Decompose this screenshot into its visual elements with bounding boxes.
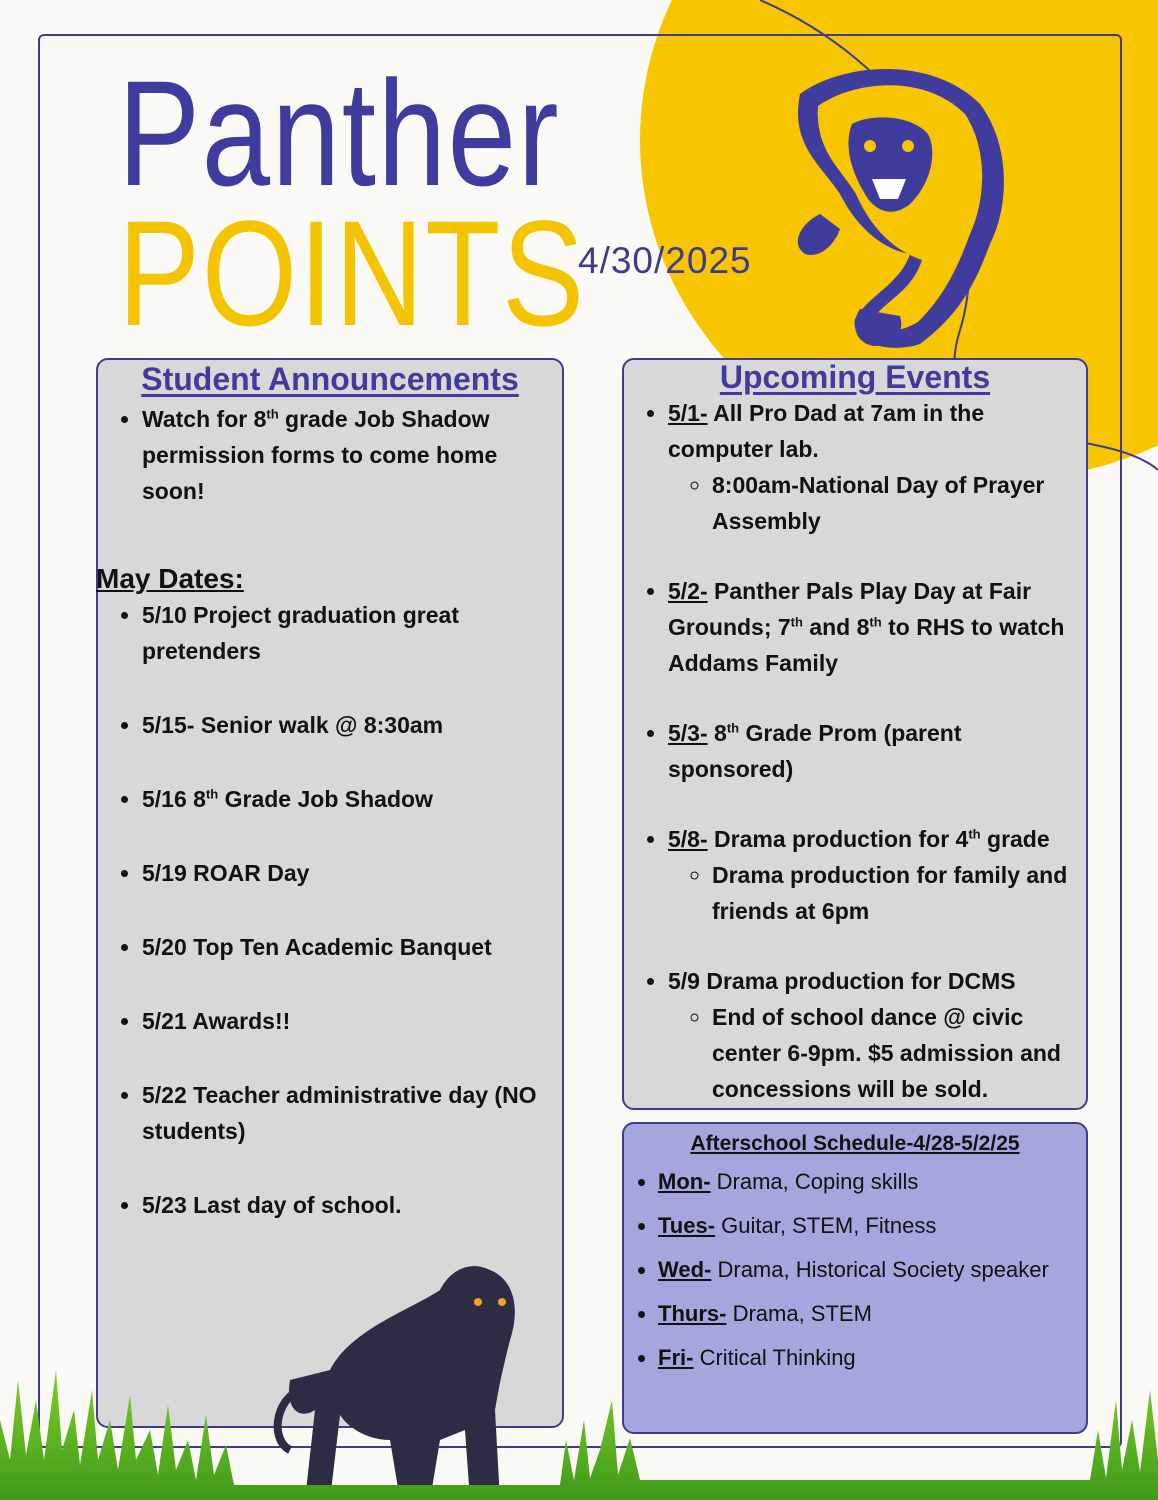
schedule-day: Thurs- [658, 1301, 727, 1326]
sub-item: ◦ 8:00am-National Day of Prayer Assembly [712, 467, 1086, 539]
event-date: 5/3- [668, 720, 708, 747]
event-text: Grade Prom (parent sponsored) [668, 720, 962, 783]
schedule-activities: Drama, Coping skills [710, 1169, 919, 1194]
list-item [142, 401, 562, 509]
event-text: 8 [707, 720, 727, 747]
list-item: • 5/21 Awards!! [142, 1003, 562, 1039]
event-text: Drama production for 4 [707, 826, 969, 853]
list-item: • 5/15- Senior walk @ 8:30am [142, 707, 562, 743]
list-item [668, 573, 1086, 681]
student-announcements-heading: Student Announcements [141, 361, 519, 397]
event-text: to RHS to watch Addams Family [668, 614, 1065, 677]
sub-item: ◦ Drama production for family and friends at 6pm [712, 857, 1086, 929]
black-panther-illustration [270, 1250, 540, 1500]
title-points: POINTS [118, 189, 586, 357]
intro-text-rest: grade Job Shadow permission forms to come home soon! [142, 406, 498, 505]
list-item: • 5/22 Teacher administrative day (NO students) [142, 1077, 562, 1149]
event-text: 5/9 Drama production for DCMS [668, 968, 1016, 995]
upcoming-events-panel [622, 358, 1088, 1110]
ordinal: th [266, 406, 279, 422]
event-date: 5/1- [668, 400, 708, 427]
title-panther: Panther [118, 49, 561, 217]
event-date: 5/2- [668, 578, 708, 605]
list-item [668, 963, 1086, 1107]
schedule-list [624, 1160, 1086, 1380]
schedule-row [658, 1292, 1086, 1336]
ordinal: th [726, 720, 740, 736]
schedule-activities: Drama, Historical Society speaker [711, 1257, 1049, 1282]
event-text: grade [980, 826, 1050, 853]
afterschool-schedule-panel [622, 1122, 1088, 1434]
announcement-list [98, 401, 562, 509]
may-dates-list [98, 597, 562, 1223]
panther-mascot-logo [760, 54, 1040, 354]
schedule-activities: Guitar, STEM, Fitness [715, 1213, 937, 1238]
schedule-activities: Drama, STEM [726, 1301, 872, 1326]
item-text-rest: Grade Job Shadow [218, 786, 433, 813]
list-item: • 5/20 Top Ten Academic Banquet [142, 929, 562, 965]
schedule-row [658, 1160, 1086, 1204]
ordinal: th [869, 614, 882, 630]
schedule-day: Fri- [658, 1345, 694, 1370]
list-item: • 5/23 Last day of school. [142, 1187, 562, 1223]
list-item [668, 395, 1086, 539]
schedule-day: Mon- [658, 1169, 711, 1194]
schedule-row [658, 1204, 1086, 1248]
sub-item: ◦ End of school dance @ civic center 6-9pm. $5 admission and concessions will be sold. [712, 999, 1086, 1107]
list-item: • 5/10 Project graduation great pretenders [142, 597, 562, 669]
event-text: Panther Pals Play Day at Fair Grounds; 7 [668, 578, 1032, 641]
list-item [668, 715, 1086, 787]
event-text: and 8 [802, 614, 870, 641]
item-text: 5/16 8 [142, 786, 206, 813]
event-date: 5/8- [668, 826, 708, 853]
list-item [142, 781, 562, 817]
schedule-heading: Afterschool Schedule-4/28-5/2/25 [690, 1132, 1020, 1155]
schedule-day: Tues- [658, 1213, 716, 1238]
ordinal: th [205, 786, 219, 802]
list-item [668, 821, 1086, 929]
schedule-row [658, 1248, 1086, 1292]
list-item: • 5/19 ROAR Day [142, 855, 562, 891]
may-dates-heading: May Dates: [96, 563, 244, 595]
schedule-activities: Critical Thinking [693, 1345, 856, 1370]
event-text: All Pro Dad at 7am in the computer lab. [668, 400, 985, 463]
ordinal: th [968, 826, 981, 842]
newsletter-date: 4/30/2025 [578, 240, 752, 281]
upcoming-events-heading: Upcoming Events [719, 359, 991, 395]
intro-text: Watch for 8 [142, 406, 267, 433]
schedule-row [658, 1336, 1086, 1380]
ordinal: th [790, 614, 803, 630]
events-list [624, 395, 1086, 1107]
schedule-day: Wed- [658, 1257, 712, 1282]
